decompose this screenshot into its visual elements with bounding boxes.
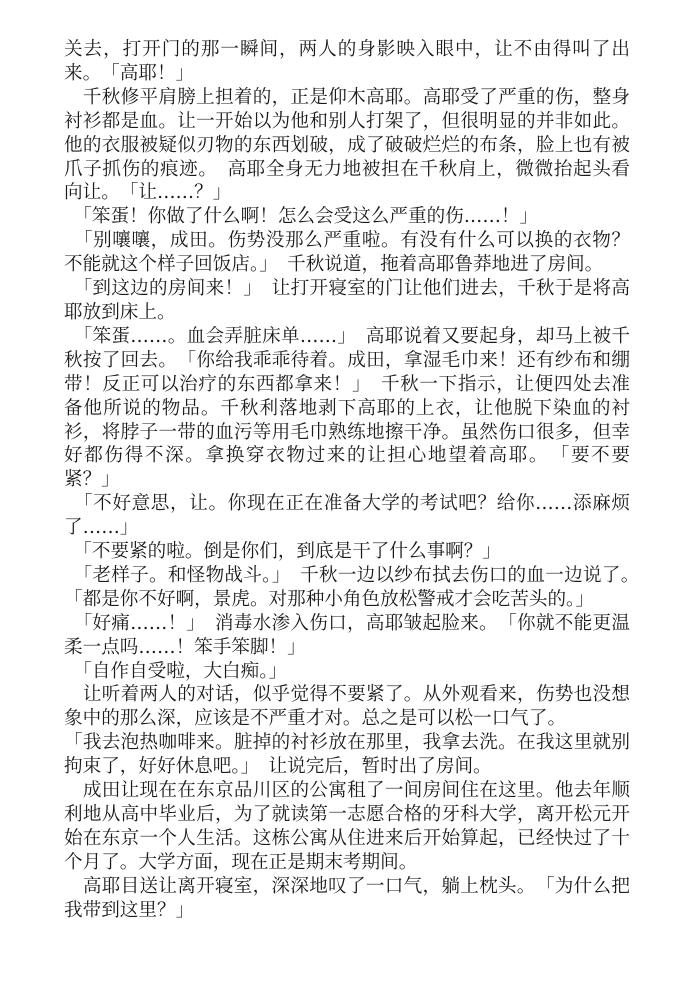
- paragraph: 成田让现在在东京品川区的公寓租了一间房间住在这里。他去年顺利地从高中毕业后，为了就读第一志愿合格的牙科大学，离开松元开始在东京一个人生活。这栋公寓从住进来后开始算起，已经快过了十个月了。大学方面，现在正是期末考期间。: [64, 780, 630, 873]
- paragraph: 「不好意思，让。你现在正在准备大学的考试吧？给你……添麻烦了……」: [64, 493, 630, 539]
- paragraph: 「我去泡热咖啡来。脏掉的衬衫放在那里，我拿去洗。在我这里就别拘束了，好好休息吧。」 让说完后，暂时出了房间。: [64, 732, 630, 778]
- paragraph: 「别嚷嚷，成田。伤势没那么严重啦。有没有什么可以换的衣物？不能就这个样子回饭店。」 千秋说道，拖着高耶鲁莽地进了房间。: [64, 230, 630, 276]
- paragraph: 「笨蛋……。血会弄脏床单……」 高耶说着又要起身，却马上被千秋按了回去。 「你给我乖乖待着。成田，拿湿毛巾来！还有纱布和绷带！反正可以治疗的东西都拿来！」 千秋一下指示，让便四处去准备他所说的物品。千秋利落地剥下高耶的上衣，让他脱下染血的衬衫，将脖子一带的血污等用毛巾熟练地擦干净。虽然伤口很多，但幸好都伤得不深。拿换穿衣物过来的让担心地望着高耶。 「要不要紧？」: [64, 325, 630, 491]
- paragraph: 「笨蛋！你做了什么啊！怎么会受这么严重的伤……！」: [64, 206, 539, 228]
- paragraph: 「好痛……！」 消毒水渗入伤口，高耶皱起脸来。 「你就不能更温柔一点吗……！笨手笨脚！」: [64, 612, 630, 658]
- paragraph: 让听着两人的对话，似乎觉得不要紧了。从外观看来，伤势也没想象中的那么深，应该是不严重才对。总之是可以松一口气了。: [64, 684, 630, 730]
- paragraph: 高耶目送让离开寝室，深深地叹了一口气，躺上枕头。 「为什么把我带到这里？」: [64, 875, 630, 921]
- paragraph: 「老样子。和怪物战斗。」 千秋一边以纱布拭去伤口的血一边说了。 「都是你不好啊，景虎。对那种小角色放松警戒才会吃苦头的。」: [64, 564, 649, 610]
- paragraph: 「到这边的房间来！」 让打开寝室的门让他们进去，千秋于是将高耶放到床上。: [64, 278, 630, 323]
- paragraph: 「自作自受啦，大白痴。」: [64, 660, 288, 682]
- paragraph: 关去，打开门的那一瞬间，两人的身影映入眼中，让不由得叫了出来。 「高耶！」: [64, 39, 630, 84]
- document-page: [64, 38, 649, 923]
- paragraph: 千秋修平肩膀上担着的，正是仰木高耶。高耶受了严重的伤，整身衬衫都是血。让一开始以为他和别人打架了，但很明显的并非如此。他的衣服被疑似刃物的东西划破，成了破破烂烂的布条，脸上也有被爪子抓伤的痕迹。 高耶全身无力地被担在千秋肩上，微微抬起头看向让。 「让……？」: [64, 86, 630, 204]
- paragraph: 「不要紧的啦。倒是你们，到底是干了什么事啊？」: [64, 541, 501, 563]
